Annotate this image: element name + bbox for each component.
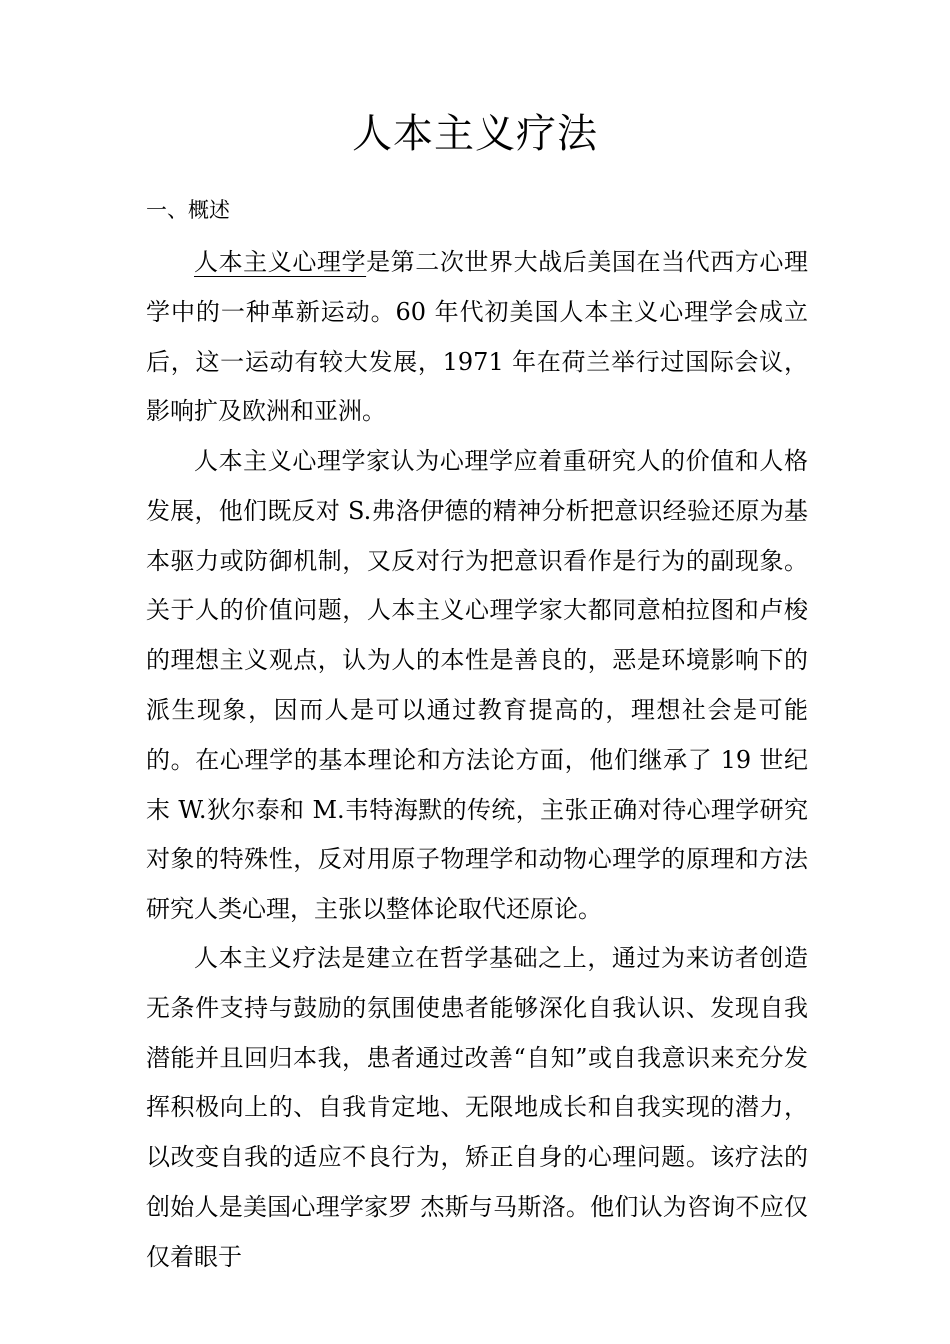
document-title: 人本主义疗法 <box>352 111 598 157</box>
paragraph-1-text: 是第二次世界大战后美国在当代西方心理学中的一种革新运动。60 年代初美国人本主义心理学会成立后，这一运动有较大发展，1971 年在荷兰举行过国际会议，影响扩及欧洲和亚洲。 <box>146 248 809 426</box>
paragraph-1 <box>146 238 808 437</box>
section-heading: 一、概述 <box>146 198 230 222</box>
paragraph-2: 人本主义心理学家认为心理学应着重研究人的价值和人格发展，他们既反对 S.弗洛伊德的精神分析把意识经验还原为基本驱力或防御机制，又反对行为把意识看作是行为的副现象。关于人的价值问题，人本主义心理学家大都同意柏拉图和卢梭的理想主义观点，认为人的本性是善良的，恶是环境影响下的派生现象，因而人是可以通过教育提高的，理想社会是可能的。在心理学的基本理论和方法论方面，他们继承了 19 世纪末 W.狄尔泰和 M.韦特海默的传统，主张正确对待心理学研究对象的特殊性，反对用原子物理学和动物心理学的原理和方法研究人类心理，主张以整体论取代还原论。 <box>146 447 808 924</box>
paragraph-3: 人本主义疗法是建立在哲学基础之上，通过为来访者创造无条件支持与鼓励的氛围使患者能够深化自我认识、发现自我潜能并且回归本我，患者通过改善“自知”或自我意识来充分发挥积极向上的、自我肯定地、无限地成长和自我实现的潜力，以改变自我的适应不良行为，矫正自身的心理问题。该疗法的创始人是美国心理学家罗 杰斯与马斯洛。他们认为咨询不应仅仅着眼于 <box>146 944 808 1271</box>
underlined-term: 人本主义心理学 <box>194 248 367 276</box>
